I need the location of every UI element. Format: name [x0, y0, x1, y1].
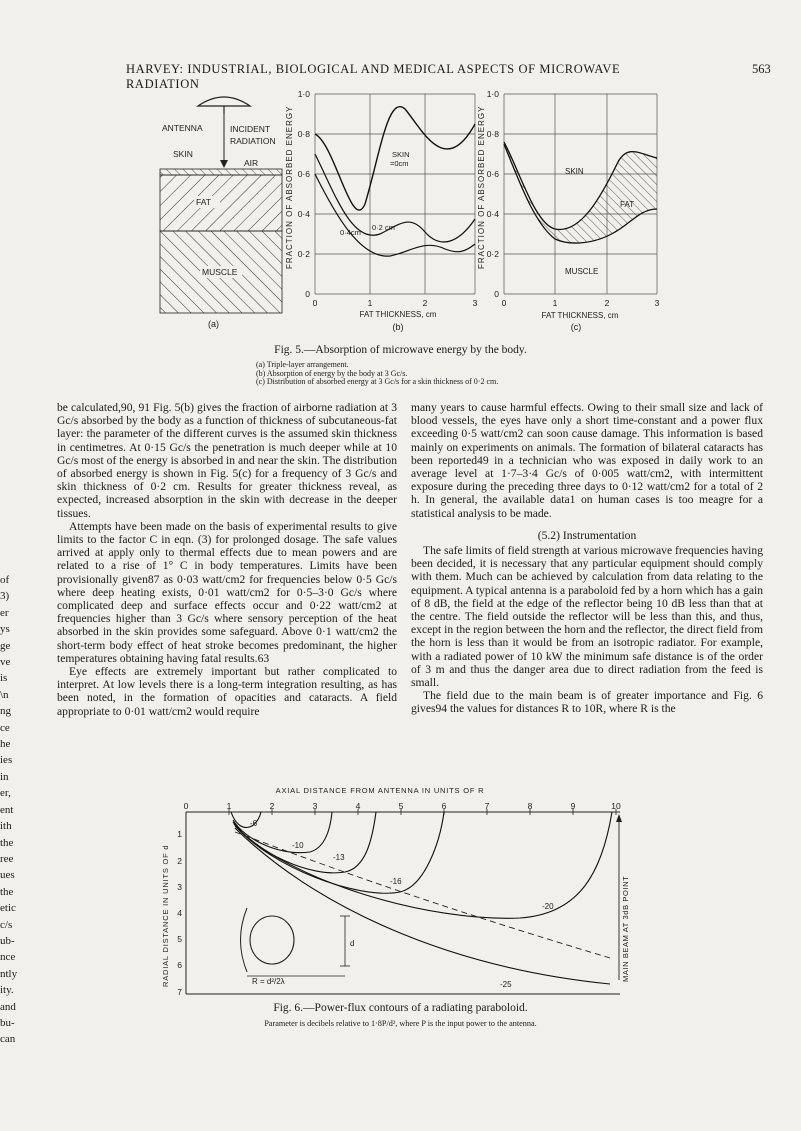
fig6-xtick-8: 8	[527, 801, 533, 811]
air-label: AIR	[244, 158, 259, 168]
fig6-ytick-5: 5	[177, 934, 182, 944]
contour-label-25: -25	[500, 980, 512, 989]
b-ytick-0-2: 0·2	[297, 249, 310, 259]
margin-line: ge	[0, 639, 11, 652]
c-xtick-3: 3	[654, 298, 660, 308]
paragraph: Attempts have been made on the basis of experimental results to give limits to the factor C in eqn. (3) for prolonged dosage. The safe values arrived at apply only to thermal effects due to mean powers and are related to a rise of 1° C in body temperatures. Limits have been provisionally given87 as 0·03 watt/cm2 for frequencies below 0·5 Gc/s where deep heating exists, 0·01 watt/cm2 for 0·5–3·0 Gc/s where complicated deep and surface effects occur and 0·22 watt/cm2 at frequencies higher than 3 Gc/s where sensory perception of the heat absorbed in the skin provides some safeguard. Above 0·1 watt/cm2 the short-term body effect of heat stroke becomes predominant, the higher temperatures obtaining having fatal results.63	[57, 519, 397, 665]
skin-label: SKIN	[173, 149, 193, 159]
fig6-xlabel: AXIAL DISTANCE FROM ANTENNA IN UNITS OF R	[275, 786, 485, 795]
fig6-ytick-3: 3	[177, 882, 182, 892]
margin-line: ent	[0, 803, 14, 816]
contour-label-6: -6	[250, 819, 258, 828]
b-curve-label-0-2cm: 0·2 cm	[372, 223, 395, 232]
b-curve-label-0cm: =0cm	[390, 159, 409, 168]
b-ytick-0-4: 0·4	[297, 209, 310, 219]
c-ytick-0-6: 0·6	[486, 169, 499, 179]
c-region-muscle: MUSCLE	[565, 267, 599, 276]
figure-5-panel-c	[477, 89, 660, 332]
fig6-xtick-10: 10	[611, 801, 621, 811]
antenna-label: ANTENNA	[162, 123, 203, 133]
fig6-inset	[241, 908, 355, 986]
margin-line: the	[0, 885, 14, 898]
paragraph: The field due to the main beam is of greater importance and Fig. 6 gives94 the values for distances R to 10R, where R is the	[411, 689, 763, 716]
c-ylabel: FRACTION OF ABSORBED ENERGY	[477, 105, 486, 269]
text-column-left	[57, 401, 397, 718]
c-ytick-0: 0	[494, 289, 499, 299]
margin-line: nce	[0, 951, 16, 964]
c-region-fat: FAT	[620, 200, 635, 209]
margin-line: ntly	[0, 967, 18, 980]
fig6-ytick-7: 7	[177, 987, 182, 996]
figure-5	[140, 84, 700, 340]
margin-line: er	[0, 606, 9, 619]
beam-edge-dashed	[235, 832, 610, 958]
inset-R-label: R = d²/2λ	[252, 977, 285, 986]
radiation-label: RADIATION	[230, 136, 276, 146]
paragraph: many years to cause harmful effects. Owing to their small size and lack of blood vessels, the eyes have only a short time-constant and a power flux exceeding 0·5 watt/cm2 can soon cause damage. This information is based mainly on experiments on animals. The formation of bilateral cataracts has been reported49 in a technician who was exposed in daily work to an average level at 1·7–3·4 Gc/s of 0·005 watt/cm2, with intermittent exposure during the preceding three days to 0·12 watt/cm2 for a total of 2 h. In general, the available data1 on human cases is too meagre for a statistical analysis to be made.	[411, 401, 763, 520]
margin-line: c/s	[0, 918, 13, 931]
margin-line: er,	[0, 787, 11, 800]
b-xtick-1: 1	[367, 298, 373, 308]
inset-reflector-icon	[241, 908, 248, 972]
fat-label: FAT	[196, 197, 211, 207]
panel-a-label: (a)	[208, 319, 219, 329]
text-column-right	[411, 401, 763, 716]
margin-line: ub-	[0, 934, 15, 947]
inset-d-label: d	[350, 939, 355, 948]
fig6-xtick-7: 7	[484, 801, 490, 811]
margin-line: ree	[0, 852, 14, 865]
paragraph: Eye effects are extremely important but rather complicated to interpret. At low levels there is a long-term integration resulting, as has been noted, in the formation of opacities and cataracts. A field appropriate to 0·01 watt/cm2 would require	[57, 665, 397, 718]
fig6-xtick-0: 0	[183, 801, 189, 811]
subcaption-b: (b) Absorption of energy by the body at 3 Gc/s.	[256, 368, 408, 378]
c-xtick-2: 2	[604, 298, 610, 308]
inset-aperture-icon	[250, 916, 294, 964]
contour-label-20: -20	[542, 902, 554, 911]
margin-line: ies	[0, 754, 13, 767]
figure-6	[140, 782, 660, 996]
margin-line: ith	[0, 820, 12, 833]
b-curve-label-skin: SKIN	[392, 150, 410, 159]
b-ytick-1: 1·0	[297, 89, 310, 99]
margin-line: \n	[0, 688, 9, 701]
paragraph: be calculated,90, 91 Fig. 5(b) gives the fraction of airborne radiation at 3 Gc/s absorbed by the body as a function of thickness of subcutaneous-fat layer: the parameter of the different curves is the assumed skin thickness in centimetres. At 0·15 Gc/s the penetration is much deeper while at 10 Gc/s most of the energy is absorbed in and near the skin. The distribution of absorbed energy is shown in Fig. 5(c) for a frequency of 3 Gc/s and skin thickness of 0·2 cm. Results for greater thickness reveal, as expected, increased absorption in the skin with decrease in the deeper tissues.	[57, 401, 397, 520]
fig6-xtick-6: 6	[441, 801, 447, 811]
fig6-xtick-2: 2	[269, 801, 275, 811]
figure-5-panel-b	[285, 89, 478, 332]
margin-line: he	[0, 738, 11, 751]
margin-line: ce	[0, 721, 10, 734]
contour-25	[235, 828, 610, 984]
fig6-xtick-4: 4	[355, 801, 361, 811]
page-number: 563	[752, 62, 771, 76]
b-ytick-0-8: 0·8	[297, 129, 310, 139]
c-xtick-1: 1	[552, 298, 558, 308]
margin-line: bu-	[0, 1016, 15, 1029]
b-xtick-3: 3	[472, 298, 478, 308]
c-ytick-0-4: 0·4	[486, 209, 499, 219]
contour-label-10: -10	[292, 841, 304, 850]
fig6-ytick-4: 4	[177, 908, 182, 918]
figure-5-panel-a	[160, 97, 282, 329]
fig6-right-label: MAIN BEAM AT 3dB POINT	[621, 875, 630, 982]
panel-b-label: (b)	[392, 322, 404, 332]
figure-6-subcaption: Parameter is decibels relative to 1·8P/d², where P is the input power to the antenna.	[264, 1019, 537, 1028]
b-xtick-0: 0	[312, 298, 318, 308]
b-xtick-2: 2	[422, 298, 428, 308]
fig6-ytick-1: 1	[177, 829, 182, 839]
contour-label-13: -13	[333, 853, 345, 862]
margin-line: ys	[0, 623, 10, 636]
fig6-ylabel: RADIAL DISTANCE IN UNITS OF d	[161, 844, 170, 987]
c-ytick-0-2: 0·2	[486, 249, 499, 259]
fig6-xtick-9: 9	[570, 801, 576, 811]
fig6-xtick-1: 1	[226, 801, 232, 811]
margin-line: of	[0, 574, 10, 586]
contour-10	[233, 812, 332, 853]
figure-5-subcaptions	[256, 361, 498, 387]
figure-6-caption: Fig. 6.—Power-flux contours of a radiating paraboloid.	[273, 1002, 528, 1014]
margin-line: ng	[0, 705, 11, 718]
fig6-ytick-6: 6	[177, 960, 182, 970]
margin-line: the	[0, 836, 14, 849]
paragraph: The safe limits of field strength at various microwave frequencies having been decided, it is necessary that any particular equipment should comply with them. Much can be achieved by calculation from data relating to the equipment. A typical antenna is a paraboloid fed by a horn which has a gain of 8 dB, the field at the edge of the reflector being 10 dB less than that at the centre. The field outside the reflector will be less than this, and thus, except in the region between the horn and the reflector, the direct field from the horn is less than it would be from an isotropic radiator. For example, with a radiated power of 10 kW the minimum safe distance is of the order of 3 m and thus the danger area due to direct radiation from the feed is small.	[411, 544, 763, 690]
margin-line: etic	[0, 902, 16, 915]
subcaption-a: (a) Triple-layer arrangement.	[256, 360, 349, 369]
fig6-xtick-5: 5	[398, 801, 404, 811]
running-title: HARVEY: INDUSTRIAL, BIOLOGICAL AND MEDICAL ASPECTS OF MICROWAVE RADIATION	[126, 62, 621, 91]
curve-skin-0-4cm	[315, 174, 475, 256]
margin-line: can	[0, 1033, 16, 1046]
fig6-xtick-3: 3	[312, 801, 318, 811]
fat-layer	[160, 175, 282, 231]
antenna-dish-icon	[198, 97, 250, 106]
b-ytick-0-6: 0·6	[297, 169, 310, 179]
c-xtick-0: 0	[501, 298, 507, 308]
incident-label: INCIDENT	[230, 124, 271, 134]
skin-layer	[160, 169, 282, 175]
margin-line: ues	[0, 869, 15, 882]
figure-5-caption: Fig. 5.—Absorption of microwave energy by the body.	[274, 344, 527, 356]
fig6-ytick-2: 2	[177, 856, 182, 866]
c-region-skin: SKIN	[565, 167, 584, 176]
c-ytick-0-8: 0·8	[486, 129, 499, 139]
margin-line: is	[0, 672, 8, 685]
c-ytick-1: 1·0	[486, 89, 499, 99]
margin-line: in	[0, 770, 9, 783]
panel-c-label: (c)	[570, 322, 582, 332]
contour-label-16: -16	[390, 877, 402, 886]
b-xlabel: FAT THICKNESS, cm	[359, 310, 437, 319]
c-xlabel: FAT THICKNESS, cm	[541, 311, 619, 320]
margin-fragments	[0, 572, 16, 1048]
margin-line: ity.	[0, 984, 14, 997]
b-curve-label-0-4cm: 0·4cm	[340, 228, 361, 237]
b-ylabel: FRACTION OF ABSORBED ENERGY	[285, 105, 294, 269]
contour-20	[235, 812, 612, 918]
section-heading: (5.2) Instrumentation	[537, 528, 637, 542]
subcaption-c: (c) Distribution of absorbed energy at 3 Gc/s for a skin thickness of 0·2 cm.	[256, 377, 499, 386]
b-ytick-0: 0	[305, 289, 310, 299]
muscle-label: MUSCLE	[202, 267, 238, 277]
margin-line: and	[0, 1000, 16, 1013]
margin-line: ve	[0, 656, 11, 669]
margin-line: 3)	[0, 590, 10, 603]
